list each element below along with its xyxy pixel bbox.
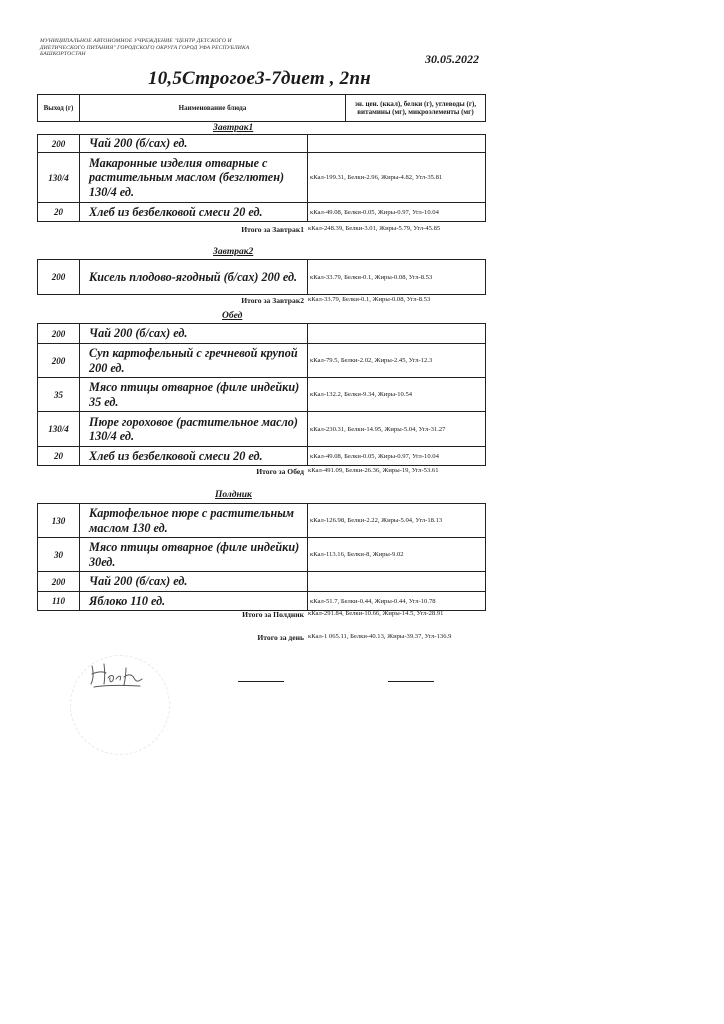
meal-title-snack: Полдник <box>215 490 252 500</box>
table-row <box>38 260 486 295</box>
dish-name: Яблоко 110 ед. <box>80 592 308 611</box>
day-total <box>200 632 500 642</box>
dish-yield: 200 <box>38 344 80 378</box>
dish-name: Чай 200 (б/сах) ед. <box>80 324 308 344</box>
dish-name: Чай 200 (б/сах) ед. <box>80 572 308 592</box>
table-row <box>38 378 486 412</box>
table-row <box>38 324 486 344</box>
dish-nutrition <box>308 572 486 592</box>
dish-yield: 200 <box>38 135 80 153</box>
meal-total-label: Итого за Завтрак1 <box>241 225 304 234</box>
dish-name: Макаронные изделия отварные с растительным маслом (безглютен) 130/4 ед. <box>80 153 308 203</box>
organization-name <box>40 38 310 58</box>
dish-name: Хлеб из безбелковой смеси 20 ед. <box>80 447 308 466</box>
dish-yield: 200 <box>38 572 80 592</box>
table-row <box>38 447 486 466</box>
org-line: МУНИЦИПАЛЬНОЕ АВТОНОМНОЕ УЧРЕЖДЕНИЕ "ЦЕНТР ДЕТСКОГО И <box>40 38 232 44</box>
table-row <box>38 538 486 572</box>
handwritten-signature <box>88 660 144 690</box>
col-yield-header: Выход (г) <box>38 95 80 121</box>
dish-nutrition <box>308 135 486 153</box>
dish-yield: 130 <box>38 504 80 538</box>
dish-yield: 130/4 <box>38 153 80 203</box>
dish-name: Суп картофельный с гречневой крупой 200 ед. <box>80 344 308 378</box>
dish-nutrition: кКал-230.31, Белки-14.95, Жиры-5.04, Угл-31.27 <box>308 412 486 447</box>
meal-total-value: кКал-248.39, Белки-3.01, Жиры-5.79, Угл-45.85 <box>308 225 441 232</box>
dish-yield: 110 <box>38 592 80 611</box>
meal-table-snack <box>37 503 486 611</box>
day-total-label: Итого за день <box>257 633 304 642</box>
meal-total-value: кКал-491.09, Белки-26.36, Жиры-19, Угл-53.61 <box>308 467 439 474</box>
dish-nutrition: кКал-33.79, Белки-0.1, Жиры-0.08, Угл-8.53 <box>308 260 486 295</box>
dish-name: Картофельное пюре с растительным маслом 130 ед. <box>80 504 308 538</box>
column-header <box>37 94 486 122</box>
table-row <box>38 504 486 538</box>
meal-total-value: кКал-291.84, Белки-10.66, Жиры-14.5, Угл-28.91 <box>308 610 444 617</box>
dish-nutrition: кКал-132.2, Белки-9.34, Жиры-10.54 <box>308 378 486 412</box>
meal-table-lunch <box>37 323 486 466</box>
signature-line <box>238 681 284 682</box>
table-row <box>38 153 486 203</box>
dish-name: Мясо птицы отварное (филе индейки) 35 ед. <box>80 378 308 412</box>
dish-nutrition: кКал-199.31, Белки-2.96, Жиры-4.82, Угл-35.81 <box>308 153 486 203</box>
meal-title-breakfast1: Завтрак1 <box>213 123 254 133</box>
dish-nutrition: кКал-126.98, Белки-2.22, Жиры-5.04, Угл-18.13 <box>308 504 486 538</box>
meal-table-breakfast2 <box>37 259 486 295</box>
meal-total <box>200 466 500 476</box>
signature-line <box>388 681 434 682</box>
meal-title-breakfast2: Завтрак2 <box>213 247 254 257</box>
col-nutrition-line: витамины (мг), микроэлементы (мг) <box>357 108 474 116</box>
dish-nutrition: кКал-49.08, Белки-0.05, Жиры-0.97, Угл-10.04 <box>308 203 486 222</box>
meal-total-label: Итого за Завтрак2 <box>241 296 304 305</box>
dish-nutrition <box>308 324 486 344</box>
dish-yield: 200 <box>38 324 80 344</box>
meal-total-value: кКал-33.79, Белки-0.1, Жиры-0.08, Угл-8.53 <box>308 296 431 303</box>
meal-total <box>200 295 500 305</box>
menu-title: 10,5Строгое3-7диет , 2пн <box>148 68 371 89</box>
table-row <box>38 572 486 592</box>
table-row <box>38 412 486 447</box>
table-row <box>38 592 486 611</box>
dish-nutrition: кКал-79.5, Белки-2.02, Жиры-2.45, Угл-12.3 <box>308 344 486 378</box>
meal-total <box>200 609 500 619</box>
document-date: 30.05.2022 <box>425 52 479 66</box>
dish-name: Хлеб из безбелковой смеси 20 ед. <box>80 203 308 222</box>
dish-yield: 30 <box>38 538 80 572</box>
dish-nutrition: кКал-51.7, Белки-0.44, Жиры-0.44, Угл-10.78 <box>308 592 486 611</box>
dish-name: Кисель плодово-ягодный (б/сах) 200 ед. <box>80 260 308 295</box>
dish-yield: 20 <box>38 203 80 222</box>
table-row <box>38 135 486 153</box>
dish-name: Чай 200 (б/сах) ед. <box>80 135 308 153</box>
col-name-header: Наименование блюда <box>80 95 346 121</box>
dish-nutrition: кКал-113.16, Белки-8, Жиры-9.02 <box>308 538 486 572</box>
table-row <box>38 344 486 378</box>
dish-yield: 200 <box>38 260 80 295</box>
col-nutrition-line: эн. цен. (ккал), белки (г), углеводы (г), <box>354 99 477 108</box>
org-line: БАШКОРТОСТАН <box>40 51 86 58</box>
col-nutrition-header <box>346 95 485 121</box>
meal-total-label: Итого за Полдник <box>242 610 304 619</box>
dish-name: Мясо птицы отварное (филе индейки) 30ед. <box>80 538 308 572</box>
dish-yield: 130/4 <box>38 412 80 447</box>
dish-yield: 35 <box>38 378 80 412</box>
day-total-value: кКал-1 065.11, Белки-40.13, Жиры-39.37, Угл-136.9 <box>308 633 452 640</box>
dish-nutrition: кКал-49.08, Белки-0.05, Жиры-0.97, Угл-10.04 <box>308 447 486 466</box>
meal-title-lunch: Обед <box>222 311 243 321</box>
table-row <box>38 203 486 222</box>
dish-name: Пюре гороховое (растительное масло) 130/4 ед. <box>80 412 308 447</box>
meal-total-label: Итого за Обед <box>256 467 304 476</box>
dish-yield: 20 <box>38 447 80 466</box>
meal-total <box>200 224 500 234</box>
meal-table-breakfast1 <box>37 134 486 222</box>
org-line: ДИЕТИЧЕСКОГО ПИТАНИЯ" ГОРОДСКОГО ОКРУГА ГОРОД УФА РЕСПУБЛИКА <box>40 44 250 51</box>
